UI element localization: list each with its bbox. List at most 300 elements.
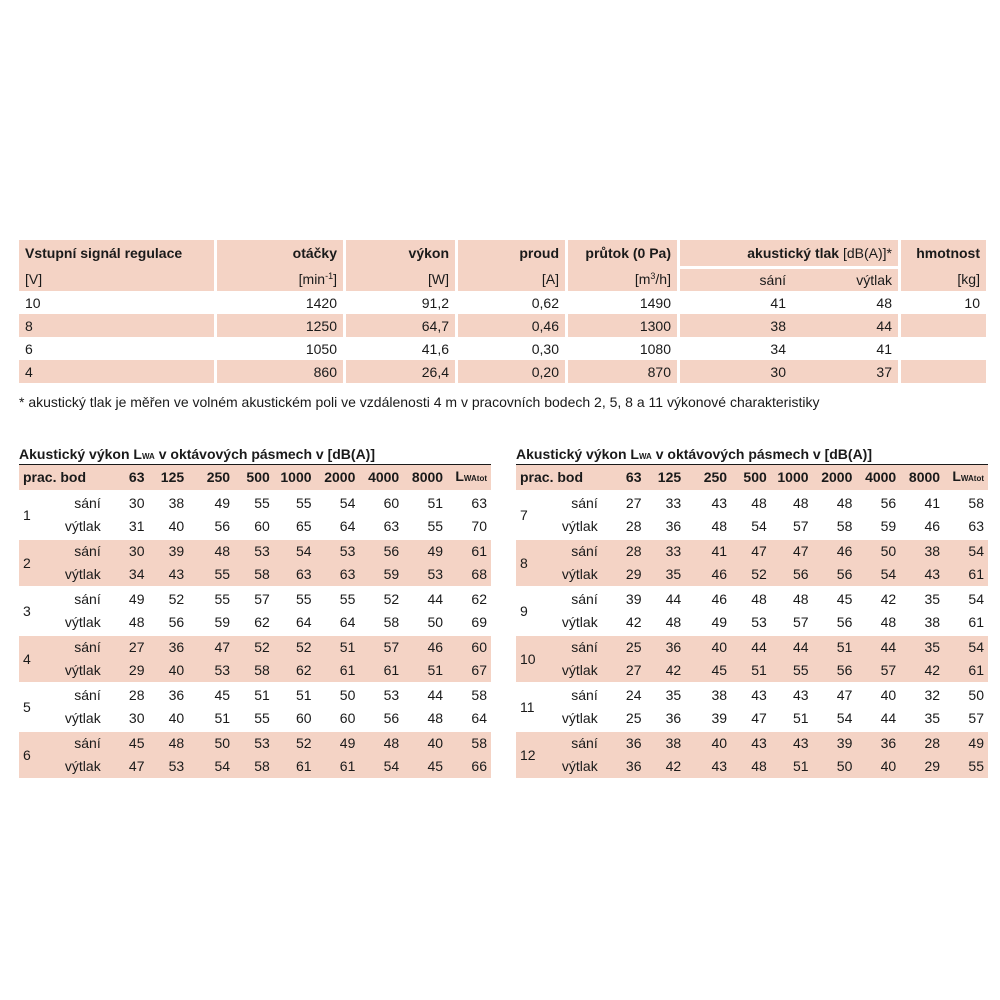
octave-band-value: 46: [924, 518, 941, 534]
octave-total-value: 54: [944, 540, 988, 563]
octave-band-value: 55: [188, 563, 234, 586]
spec-cell-speed: 860: [217, 360, 346, 383]
octave-band-value: 42: [900, 659, 944, 682]
octave-row: [516, 515, 988, 538]
octave-row: [19, 755, 491, 778]
spec-cell-suction: 34: [770, 340, 786, 357]
octave-band-value: 27: [107, 636, 149, 659]
octave-band-value: 54: [856, 563, 900, 586]
octave-band-value: 36: [856, 732, 900, 755]
octave-band-value: 46: [403, 636, 447, 659]
octave-band-value: 28: [604, 540, 646, 563]
octave-band-value: 44: [880, 710, 897, 726]
octave-row: [516, 563, 988, 586]
octave-header-band: 1000: [274, 465, 316, 490]
octave-band-value: 54: [188, 755, 234, 778]
spec-cell-discharge: 41: [792, 337, 901, 360]
octave-row: [19, 636, 491, 659]
octave-band-value: 58: [234, 659, 274, 682]
octave-point: 8: [516, 540, 545, 586]
octave-mode: sání: [571, 687, 598, 703]
octave-row: [19, 563, 491, 586]
octave-point: 7: [520, 506, 528, 523]
octave-band-value: 55: [427, 518, 444, 534]
octave-band-value: 27: [625, 495, 642, 511]
octave-total-value: 68: [447, 563, 491, 586]
octave-mode: sání: [545, 540, 603, 563]
octave-band-value: 56: [836, 614, 853, 630]
unit-current: [A]: [458, 266, 568, 291]
octave-band-value: 43: [148, 563, 188, 586]
octave-total-value: 58: [447, 732, 491, 755]
spec-cell-power: 64,7: [346, 314, 458, 337]
octave-header-band: 63: [604, 465, 646, 490]
octave-band-value: 36: [665, 710, 682, 726]
octave-band-value: 55: [771, 659, 813, 682]
octave-header-band: 63: [107, 465, 149, 490]
octave-row: [516, 755, 988, 778]
spec-cell-weight: [901, 337, 986, 360]
octave-band-value: 43: [711, 495, 728, 511]
octave-header-band: 125: [645, 465, 685, 490]
unit-weight: [kg]: [901, 266, 986, 291]
octave-table-right: [516, 444, 988, 778]
octave-total-value: 58: [968, 495, 984, 511]
octave-band-value: 49: [316, 732, 360, 755]
octave-point: 10: [516, 636, 545, 682]
octave-band-value: 46: [685, 563, 731, 586]
octave-band-value: 52: [234, 636, 274, 659]
octave-header-band: 8000: [403, 465, 447, 490]
octave-mode: sání: [545, 732, 603, 755]
octave-mode: výtlak: [48, 563, 106, 586]
octave-band-value: 53: [403, 563, 447, 586]
octave-band-value: 53: [316, 540, 360, 563]
octave-header-total: [944, 465, 988, 490]
octave-band-value: 54: [359, 755, 403, 778]
octave-band-value: 45: [214, 687, 231, 703]
octave-total-value: 55: [944, 755, 988, 778]
octave-header-band: 1000: [771, 465, 813, 490]
octave-band-value: 43: [771, 732, 813, 755]
unit-power: [W]: [346, 266, 458, 291]
octave-band-value: 40: [685, 636, 731, 659]
octave-band-value: 38: [168, 495, 185, 511]
octave-band-value: 44: [771, 636, 813, 659]
octave-band-value: 49: [711, 614, 728, 630]
octave-band-value: 59: [359, 563, 403, 586]
octave-band-value: 38: [711, 687, 728, 703]
spec-cell-flow: 1080: [568, 337, 680, 360]
octave-band-value: 40: [880, 687, 897, 703]
octave-band-value: 40: [168, 710, 185, 726]
octave-band-value: 35: [924, 710, 941, 726]
octave-band-value: 49: [128, 591, 145, 607]
octave-band-value: 41: [924, 495, 941, 511]
octave-band-value: 40: [685, 732, 731, 755]
octave-point: 11: [520, 698, 535, 715]
octave-band-value: 25: [625, 710, 642, 726]
octave-title-left: Akustický výkon LWA v oktávových pásmech v [dB(A)]: [19, 444, 491, 465]
octave-band-value: 25: [604, 636, 646, 659]
octave-band-value: 61: [316, 755, 360, 778]
octave-total-value: 61: [944, 563, 988, 586]
octave-total-value: 49: [944, 732, 988, 755]
octave-header-band: 2000: [316, 465, 360, 490]
octave-band-value: 53: [751, 614, 767, 630]
octave-band-value: 63: [316, 563, 360, 586]
octave-mode: výtlak: [64, 614, 101, 630]
octave-band-value: 63: [383, 518, 400, 534]
spec-cell-discharge: 48: [792, 291, 901, 314]
octave-band-value: 52: [168, 591, 185, 607]
octave-band-value: 65: [295, 518, 312, 534]
octave-total-value: 58: [471, 687, 487, 703]
octave-mode: sání: [48, 636, 106, 659]
footnote: * akustický tlak je měřen ve volném akustickém poli ve vzdálenosti 4 m v pracovních bodech 2, 5, 8 a 11 výkonové charakteristiky: [19, 394, 820, 410]
octave-band-value: 43: [685, 755, 731, 778]
octave-band-value: 53: [234, 732, 274, 755]
octave-band-value: 40: [856, 755, 900, 778]
octave-mode: sání: [74, 495, 101, 511]
octave-mode: výtlak: [545, 563, 603, 586]
octave-mode: sání: [74, 687, 101, 703]
octave-band-value: 48: [751, 495, 767, 511]
octave-band-value: 39: [148, 540, 188, 563]
unit-signal: [V]: [19, 266, 217, 291]
octave-mode: výtlak: [64, 710, 101, 726]
octave-band-value: 44: [665, 591, 682, 607]
spec-cell-weight: [901, 314, 986, 337]
octave-point: 1: [23, 506, 31, 523]
spec-cell-power: 26,4: [346, 360, 458, 383]
octave-band-value: 30: [128, 710, 145, 726]
octave-band-value: 36: [645, 636, 685, 659]
octave-band-value: 54: [751, 518, 767, 534]
octave-band-value: 57: [254, 591, 270, 607]
octave-band-value: 42: [880, 591, 897, 607]
spec-cell-current: 0,20: [458, 360, 568, 383]
octave-band-value: 43: [751, 687, 767, 703]
unit-speed: $[\min^{-1}]$: [217, 266, 346, 291]
octave-header-total-base: L: [952, 468, 961, 484]
octave-band-value: 62: [254, 614, 270, 630]
octave-band-value: 48: [836, 495, 853, 511]
spec-cell-speed: 1420: [217, 291, 346, 314]
octave-band-value: 60: [383, 495, 400, 511]
octave-mode: výtlak: [48, 659, 106, 682]
octave-total-value: 60: [447, 636, 491, 659]
octave-band-value: 54: [339, 495, 356, 511]
octave-header-band: 4000: [856, 465, 900, 490]
octave-band-value: 53: [383, 687, 400, 703]
octave-band-value: 48: [665, 614, 682, 630]
octave-band-value: 47: [107, 755, 149, 778]
octave-row: [19, 540, 491, 563]
spec-cell-signal: 8: [19, 314, 217, 337]
octave-band-value: 47: [731, 540, 771, 563]
octave-row: [19, 707, 491, 730]
octave-band-value: 43: [731, 732, 771, 755]
octave-band-value: 52: [274, 636, 316, 659]
octave-band-value: 48: [128, 614, 145, 630]
octave-band-value: 51: [316, 636, 360, 659]
octave-band-value: 35: [924, 591, 941, 607]
octave-total-value: 69: [471, 614, 487, 630]
octave-band-value: 51: [771, 755, 813, 778]
octave-band-value: 43: [900, 563, 944, 586]
header-weight: hmotnost: [901, 240, 986, 266]
octave-band-value: 56: [214, 518, 231, 534]
octave-band-value: 31: [128, 518, 145, 534]
octave-band-value: 39: [625, 591, 642, 607]
header-speed: otáčky: [217, 240, 346, 266]
octave-band-value: 44: [856, 636, 900, 659]
header-flow: průtok (0 Pa): [568, 240, 680, 266]
spec-row: [19, 360, 986, 383]
octave-header-band: 500: [234, 465, 274, 490]
octave-band-value: 35: [645, 563, 685, 586]
octave-header-total-sub: WAtot: [960, 474, 984, 483]
octave-point: 6: [19, 732, 48, 778]
octave-band-value: 36: [148, 636, 188, 659]
octave-band-value: 33: [665, 495, 682, 511]
octave-band-value: 57: [792, 518, 809, 534]
octave-band-value: 29: [604, 563, 646, 586]
spec-cell-power: 91,2: [346, 291, 458, 314]
octave-band-value: 48: [792, 591, 809, 607]
spec-cell-current: 0,30: [458, 337, 568, 360]
octave-total-value: 61: [968, 614, 984, 630]
octave-band-value: 64: [339, 614, 356, 630]
octave-band-value: 56: [168, 614, 185, 630]
octave-mode: výtlak: [64, 518, 101, 534]
octave-header-band: 4000: [359, 465, 403, 490]
spec-cell-suction: 38: [680, 314, 792, 337]
octave-band-value: 53: [188, 659, 234, 682]
octave-band-value: 51: [403, 659, 447, 682]
octave-band-value: 55: [339, 591, 356, 607]
octave-band-value: 61: [274, 755, 316, 778]
header-current: proud: [458, 240, 568, 266]
octave-band-value: 53: [148, 755, 188, 778]
octave-band-value: 51: [295, 687, 312, 703]
octave-band-value: 56: [771, 563, 813, 586]
octave-header-total: [447, 465, 491, 490]
octave-band-value: 40: [148, 659, 188, 682]
octave-band-value: 50: [339, 687, 356, 703]
octave-total-value: 50: [968, 687, 984, 703]
spec-cell-suction: 30: [680, 360, 792, 383]
octave-total-value: 63: [471, 495, 487, 511]
octave-band-value: 30: [107, 540, 149, 563]
octave-row: [516, 732, 988, 755]
spec-cell-suction: 41: [770, 294, 786, 311]
octave-band-value: 35: [665, 687, 682, 703]
octave-band-value: 53: [234, 540, 274, 563]
octave-mode: výtlak: [48, 755, 106, 778]
octave-band-value: 57: [792, 614, 809, 630]
octave-band-value: 63: [274, 563, 316, 586]
spec-cell-current: 0,46: [458, 314, 568, 337]
octave-band-value: 45: [403, 755, 447, 778]
octave-band-value: 28: [625, 518, 642, 534]
octave-band-value: 55: [295, 495, 312, 511]
octave-band-value: 55: [254, 710, 270, 726]
octave-row: [19, 684, 491, 707]
octave-mode: sání: [74, 591, 101, 607]
octave-band-value: 48: [427, 710, 444, 726]
octave-header-band: 2000: [813, 465, 857, 490]
spec-cell-speed: 1050: [217, 337, 346, 360]
octave-row: [19, 611, 491, 634]
octave-point: 12: [516, 732, 545, 778]
octave-band-value: 45: [836, 591, 853, 607]
octave-band-value: 47: [188, 636, 234, 659]
octave-band-value: 48: [880, 614, 897, 630]
octave-band-value: 36: [604, 732, 646, 755]
octave-row: [516, 707, 988, 730]
spec-cell-weight: [901, 360, 986, 383]
octave-mode: sání: [571, 495, 598, 511]
octave-header-band: 250: [188, 465, 234, 490]
octave-band-value: 52: [274, 732, 316, 755]
octave-band-value: 59: [880, 518, 897, 534]
octave-band-value: 34: [107, 563, 149, 586]
octave-band-value: 44: [427, 687, 444, 703]
octave-band-value: 60: [295, 710, 312, 726]
octave-band-value: 60: [254, 518, 270, 534]
octave-band-value: 60: [339, 710, 356, 726]
octave-band-value: 52: [731, 563, 771, 586]
spec-cell-signal: 4: [19, 360, 217, 383]
spec-cell-flow: 870: [568, 360, 680, 383]
octave-band-value: 58: [234, 755, 274, 778]
octave-band-value: 48: [188, 540, 234, 563]
octave-band-value: 43: [792, 687, 809, 703]
octave-band-value: 28: [128, 687, 145, 703]
octave-mode: výtlak: [561, 614, 598, 630]
octave-mode: výtlak: [561, 518, 598, 534]
octave-point: 4: [19, 636, 48, 682]
spec-cell-speed: 1250: [217, 314, 346, 337]
octave-title-right: Akustický výkon LWA v oktávových pásmech v [dB(A)]: [516, 444, 988, 465]
octave-band-value: 30: [128, 495, 145, 511]
octave-band-value: 33: [645, 540, 685, 563]
octave-band-value: 48: [792, 495, 809, 511]
octave-header-total-sub: WAtot: [463, 474, 487, 483]
octave-total-value: 63: [968, 518, 984, 534]
header-signal: Vstupní signál regulace: [19, 240, 217, 266]
header-power: výkon: [346, 240, 458, 266]
octave-mode: výtlak: [561, 710, 598, 726]
octave-band-value: 39: [711, 710, 728, 726]
octave-row: [516, 636, 988, 659]
octave-band-value: 56: [813, 563, 857, 586]
octave-header-band: 250: [685, 465, 731, 490]
octave-band-value: 42: [645, 659, 685, 682]
octave-total-value: 62: [471, 591, 487, 607]
header-pressure-discharge: výtlak: [792, 266, 901, 291]
octave-band-value: 61: [316, 659, 360, 682]
octave-band-value: 58: [836, 518, 853, 534]
octave-band-value: 51: [214, 710, 231, 726]
octave-band-value: 48: [148, 732, 188, 755]
octave-band-value: 57: [359, 636, 403, 659]
octave-total-value: 54: [944, 636, 988, 659]
octave-header-point: prac. bod: [19, 465, 107, 490]
octave-mode: sání: [545, 636, 603, 659]
spec-cell-discharge: 44: [792, 314, 901, 337]
octave-band-value: 49: [403, 540, 447, 563]
octave-band-value: 38: [924, 614, 941, 630]
octave-header-band: 125: [148, 465, 188, 490]
octave-row: [516, 684, 988, 707]
octave-band-value: 50: [813, 755, 857, 778]
octave-point: 5: [23, 698, 31, 715]
octave-band-value: 29: [107, 659, 149, 682]
octave-band-value: 64: [295, 614, 312, 630]
octave-total-value: 64: [471, 710, 487, 726]
octave-band-value: 56: [880, 495, 897, 511]
octave-band-value: 55: [295, 591, 312, 607]
octave-band-value: 52: [383, 591, 400, 607]
octave-header-row: [516, 465, 988, 490]
octave-band-value: 47: [771, 540, 813, 563]
octave-band-value: 45: [107, 732, 149, 755]
octave-band-value: 47: [751, 710, 767, 726]
octave-band-value: 24: [625, 687, 642, 703]
octave-band-value: 35: [900, 636, 944, 659]
octave-band-value: 36: [665, 518, 682, 534]
octave-band-value: 28: [900, 732, 944, 755]
octave-band-value: 48: [711, 518, 728, 534]
octave-mode: sání: [48, 732, 106, 755]
octave-band-value: 49: [214, 495, 231, 511]
octave-band-value: 47: [836, 687, 853, 703]
octave-band-value: 56: [383, 710, 400, 726]
octave-band-value: 44: [731, 636, 771, 659]
octave-band-value: 58: [383, 614, 400, 630]
octave-band-value: 29: [900, 755, 944, 778]
spec-row: [19, 314, 986, 337]
octave-total-value: 70: [471, 518, 487, 534]
octave-band-value: 32: [924, 687, 941, 703]
octave-band-value: 55: [214, 591, 231, 607]
octave-band-value: 56: [813, 659, 857, 682]
octave-row: [516, 540, 988, 563]
octave-point: 3: [23, 602, 31, 619]
octave-band-value: 48: [751, 591, 767, 607]
octave-total-value: 54: [968, 591, 984, 607]
octave-band-value: 51: [813, 636, 857, 659]
octave-table-left: [19, 444, 491, 778]
octave-row: [516, 659, 988, 682]
octave-band-value: 58: [234, 563, 274, 586]
octave-band-value: 57: [856, 659, 900, 682]
octave-band-value: 46: [813, 540, 857, 563]
spec-table: [19, 240, 986, 383]
spec-cell-discharge: 37: [792, 360, 901, 383]
octave-band-value: 54: [836, 710, 853, 726]
octave-band-value: 51: [254, 687, 270, 703]
spec-cell-current: 0,62: [458, 291, 568, 314]
octave-band-value: 27: [604, 659, 646, 682]
spec-row: [19, 337, 986, 360]
octave-band-value: 42: [645, 755, 685, 778]
octave-mode: výtlak: [545, 755, 603, 778]
octave-band-value: 50: [427, 614, 444, 630]
